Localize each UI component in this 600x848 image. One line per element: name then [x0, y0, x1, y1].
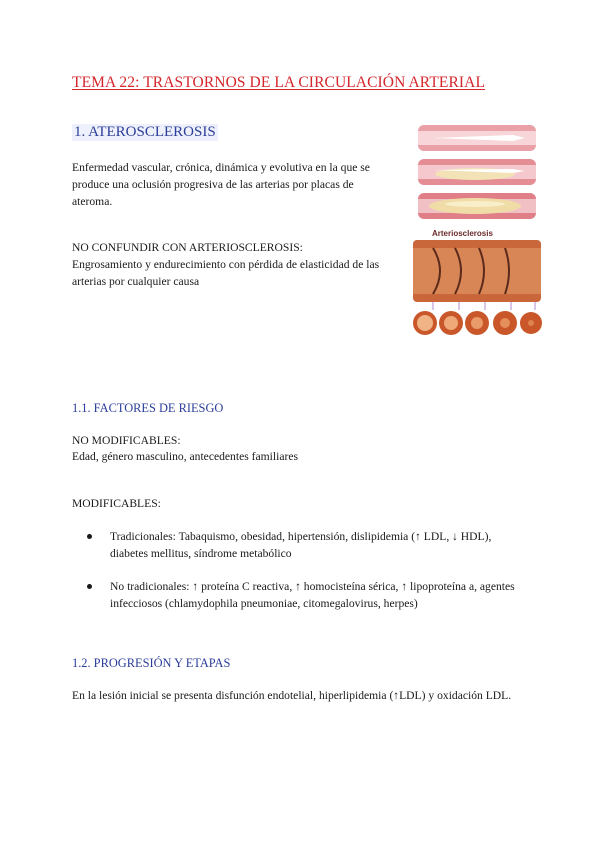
- nonmodifiable-heading: NO MODIFICABLES:: [72, 434, 181, 447]
- bullet-icon: [87, 534, 92, 539]
- list-item: [80, 578, 520, 612]
- risk-factor-list: [80, 528, 520, 612]
- section-heading-aterosclerosis: 1. ATEROSCLEROSIS: [74, 124, 216, 140]
- progression-text: En la lesión inicial se presenta disfunción endotelial, hiperlipidemia (↑LDL) y oxidación LDL.: [72, 689, 512, 702]
- list-item: [80, 528, 520, 562]
- warning-heading: NO CONFUNDIR CON ARTERIOSCLEROSIS:: [72, 241, 303, 254]
- page-title: TEMA 22: TRASTORNOS DE LA CIRCULACIÓN ARTERIAL: [72, 74, 486, 91]
- nonmodifiable-text: Edad, género masculino, antecedentes familiares: [72, 450, 298, 463]
- section-heading-factores: 1.1. FACTORES DE RIESGO: [72, 401, 224, 415]
- list-item-text: No tradicionales: ↑ proteína C reactiva, ↑ homocisteína sérica, ↑ lipoproteína a, agentes infecciosos (chlamydophila pneumoniae, citomegalovirus, herpes): [110, 580, 515, 610]
- figure-label: Arteriosclerosis: [432, 229, 493, 238]
- modifiable-heading: MODIFICABLES:: [72, 497, 161, 510]
- definition-paragraph: Enfermedad vascular, crónica, dinámica y evolutiva en la que se produce una oclusión progresiva de las arterias por placas de ateroma.: [72, 161, 370, 208]
- list-item-text: Tradicionales: Tabaquismo, obesidad, hipertensión, dislipidemia (↑ LDL, ↓ HDL), diabetes mellitus, síndrome metabólico: [110, 530, 492, 560]
- section-heading-progresion: 1.2. PROGRESIÓN Y ETAPAS: [72, 656, 231, 670]
- bullet-icon: [87, 584, 92, 589]
- warning-text: Engrosamiento y endurecimiento con pérdida de elasticidad de las arterias por cualquier causa: [72, 258, 380, 288]
